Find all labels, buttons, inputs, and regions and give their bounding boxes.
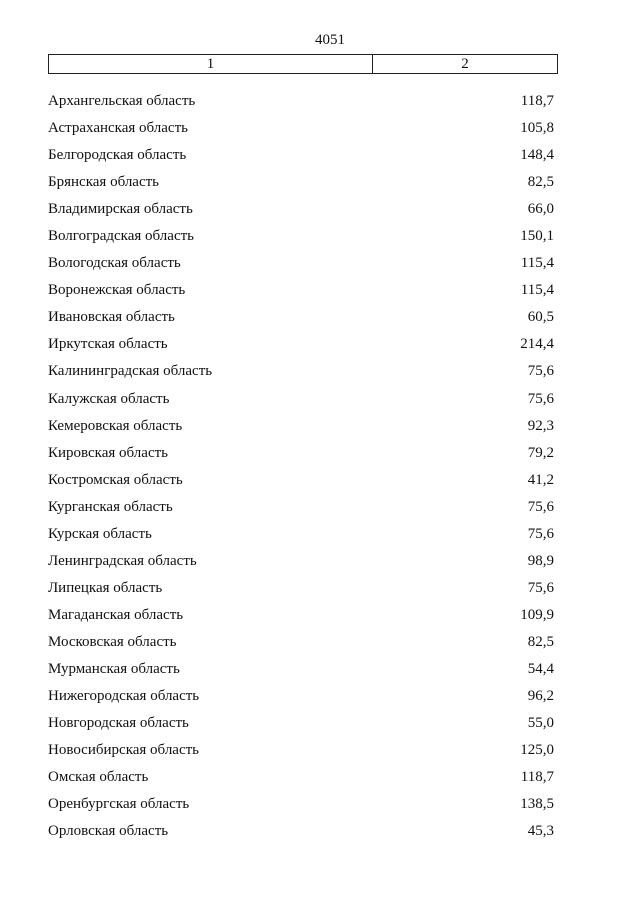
table-row bbox=[48, 791, 554, 818]
region-name: Воронежская область bbox=[48, 282, 186, 299]
region-name: Оренбургская область bbox=[48, 796, 190, 813]
region-value: 45,3 bbox=[527, 823, 554, 840]
table-row bbox=[48, 629, 554, 656]
region-name: Калужская область bbox=[48, 390, 170, 407]
region-name: Владимирская область bbox=[48, 201, 193, 218]
region-name: Волгоградская область bbox=[48, 228, 194, 245]
table-row bbox=[48, 142, 554, 169]
table-row bbox=[48, 358, 554, 385]
table-row bbox=[48, 413, 554, 440]
region-value: 75,6 bbox=[527, 579, 554, 596]
region-name: Кировская область bbox=[48, 444, 169, 461]
table-row bbox=[48, 115, 554, 142]
table-row bbox=[48, 169, 554, 196]
region-value: 148,4 bbox=[520, 147, 554, 164]
region-value: 118,7 bbox=[520, 769, 554, 786]
table-row bbox=[48, 548, 554, 575]
table-row bbox=[48, 88, 554, 115]
table-row bbox=[48, 250, 554, 277]
region-value: 125,0 bbox=[520, 742, 554, 759]
table-row bbox=[48, 223, 554, 250]
table-row bbox=[48, 331, 554, 358]
table-row bbox=[48, 467, 554, 494]
region-value: 109,9 bbox=[520, 606, 554, 623]
region-value: 41,2 bbox=[527, 471, 554, 488]
region-name: Брянская область bbox=[48, 174, 160, 191]
region-value: 54,4 bbox=[527, 661, 554, 677]
region-value: 138,5 bbox=[520, 796, 554, 813]
table-row bbox=[48, 710, 554, 737]
region-name: Ленинградская область bbox=[48, 552, 197, 569]
region-name: Мурманская область bbox=[48, 661, 180, 677]
header-column-1: 1 bbox=[49, 55, 373, 73]
region-name: Кемеровская область bbox=[48, 417, 183, 434]
table-row bbox=[48, 602, 554, 629]
table-row bbox=[48, 521, 554, 548]
region-value: 75,6 bbox=[527, 363, 554, 380]
region-name: Омская область bbox=[48, 769, 149, 786]
table-row bbox=[48, 440, 554, 467]
table-row bbox=[48, 277, 554, 304]
table-row bbox=[48, 386, 554, 413]
region-value: 115,4 bbox=[520, 255, 554, 272]
table-row bbox=[48, 494, 554, 521]
region-name: Иркутская область bbox=[48, 336, 168, 353]
table-body bbox=[48, 88, 554, 845]
table-row bbox=[48, 575, 554, 602]
region-value: 66,0 bbox=[527, 201, 554, 218]
table-row bbox=[48, 683, 554, 710]
table-row bbox=[48, 818, 554, 845]
region-name: Костромская область bbox=[48, 471, 183, 488]
region-value: 96,2 bbox=[527, 688, 554, 705]
region-name: Ивановская область bbox=[48, 309, 175, 326]
table-row bbox=[48, 764, 554, 791]
table-row bbox=[48, 196, 554, 223]
table-row bbox=[48, 737, 554, 764]
region-value: 150,1 bbox=[520, 228, 554, 245]
region-value: 105,8 bbox=[520, 120, 554, 137]
region-name: Архангельская область bbox=[48, 93, 196, 110]
region-value: 60,5 bbox=[527, 309, 554, 326]
region-value: 115,4 bbox=[520, 282, 554, 299]
region-value: 75,6 bbox=[527, 498, 554, 515]
region-name: Астраханская область bbox=[48, 120, 188, 137]
page-number: 4051 bbox=[315, 32, 345, 48]
region-value: 92,3 bbox=[527, 417, 554, 434]
region-name: Орловская область bbox=[48, 823, 169, 840]
region-value: 214,4 bbox=[520, 336, 554, 353]
region-value: 98,9 bbox=[527, 552, 554, 569]
region-name: Липецкая область bbox=[48, 579, 163, 596]
region-name: Белгородская область bbox=[48, 147, 187, 164]
table-row bbox=[48, 304, 554, 331]
region-value: 79,2 bbox=[527, 444, 554, 461]
region-name: Вологодская область bbox=[48, 255, 181, 272]
table-row bbox=[48, 656, 554, 683]
region-name: Нижегородская область bbox=[48, 688, 200, 705]
table-header bbox=[48, 54, 558, 74]
region-value: 55,0 bbox=[527, 715, 554, 732]
region-value: 118,7 bbox=[520, 93, 554, 110]
region-name: Московская область bbox=[48, 633, 177, 650]
header-column-2: 2 bbox=[461, 56, 469, 72]
region-value: 75,6 bbox=[527, 525, 554, 542]
region-name: Новосибирская область bbox=[48, 742, 200, 759]
region-value: 75,6 bbox=[527, 390, 554, 407]
region-name: Новгородская область bbox=[48, 715, 189, 732]
region-value: 82,5 bbox=[527, 174, 554, 191]
region-value: 82,5 bbox=[527, 633, 554, 650]
region-name: Магаданская область bbox=[48, 606, 184, 623]
region-name: Курская область bbox=[48, 525, 152, 542]
region-name: Курганская область bbox=[48, 498, 173, 515]
region-name: Калининградская область bbox=[48, 363, 213, 380]
